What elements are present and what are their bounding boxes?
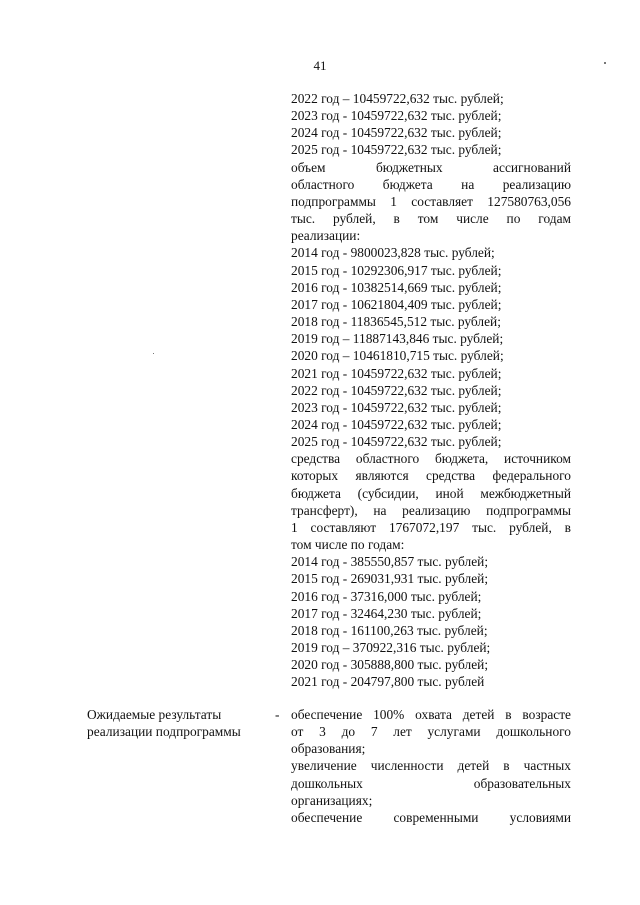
budget-block-1 bbox=[291, 90, 571, 159]
label-line: Ожидаемые результаты bbox=[87, 707, 222, 722]
result-line: дошкольных образовательных bbox=[291, 775, 571, 791]
result-item bbox=[291, 757, 571, 808]
budget-line: 2025 год - 10459722,632 тыс. рублей; bbox=[291, 142, 502, 158]
label-line: реализации подпрограммы bbox=[87, 724, 241, 740]
regional-budget-intro bbox=[291, 159, 571, 245]
budget-line: 2021 год - 204797,800 тыс. рублей bbox=[291, 674, 485, 690]
intro-line: подпрограммы 1 составляет 127580763,056 bbox=[291, 193, 571, 209]
budget-line: 2019 год – 11887143,846 тыс. рублей; bbox=[291, 331, 504, 347]
result-line: обеспечение современными условиями bbox=[291, 809, 571, 825]
intro-line: бюджета (субсидии, иной межбюджетный bbox=[291, 485, 571, 501]
budget-line: 2018 год - 161100,263 тыс. рублей; bbox=[291, 622, 488, 638]
budget-line: 2018 год - 11836545,512 тыс. рублей; bbox=[291, 314, 501, 330]
intro-line: объем бюджетных ассигнований bbox=[291, 159, 571, 175]
budget-line: 2015 год - 269031,931 тыс. рублей; bbox=[291, 571, 489, 587]
budget-line: 2014 год - 9800023,828 тыс. рублей; bbox=[291, 245, 495, 261]
result-line: увеличение численности детей в частных bbox=[291, 758, 571, 774]
budget-line: 2014 год - 385550,857 тыс. рублей; bbox=[291, 554, 489, 570]
result-line: обеспечение 100% охвата детей в возрасте bbox=[291, 707, 571, 722]
budget-line: 2022 год - 10459722,632 тыс. рублей; bbox=[291, 382, 502, 398]
budget-line: 2016 год - 10382514,669 тыс. рублей; bbox=[291, 279, 502, 295]
budget-line: 2022 год – 10459722,632 тыс. рублей; bbox=[291, 91, 504, 106]
intro-line: том числе по годам: bbox=[291, 537, 405, 553]
budget-line: 2020 год - 305888,800 тыс. рублей; bbox=[291, 657, 489, 673]
budget-line: 2024 год - 10459722,632 тыс. рублей; bbox=[291, 416, 502, 432]
budget-line: 2023 год - 10459722,632 тыс. рублей; bbox=[291, 399, 502, 415]
expected-results-list bbox=[291, 706, 571, 826]
budget-line: 2020 год – 10461810,715 тыс. рублей; bbox=[291, 348, 504, 364]
page-number: 41 bbox=[313, 58, 327, 73]
budget-line: 2023 год - 10459722,632 тыс. рублей; bbox=[291, 108, 502, 124]
result-line: образования; bbox=[291, 741, 366, 757]
scan-speck bbox=[604, 62, 606, 64]
budget-line: 2017 год - 10621804,409 тыс. рублей; bbox=[291, 296, 502, 312]
intro-line: которых являются средства федерального bbox=[291, 468, 571, 484]
intro-line: трансферт), на реализацию подпрограммы bbox=[291, 502, 571, 518]
row-dash: - bbox=[275, 707, 280, 722]
budget-line: 2025 год - 10459722,632 тыс. рублей; bbox=[291, 434, 502, 450]
budget-block-2 bbox=[291, 244, 571, 450]
budget-line: 2015 год - 10292306,917 тыс. рублей; bbox=[291, 262, 502, 278]
intro-line: реализации: bbox=[291, 228, 361, 244]
result-item bbox=[291, 706, 571, 757]
intro-line: 1 составляют 1767072,197 тыс. рублей, в bbox=[291, 519, 571, 535]
financing-column bbox=[291, 90, 571, 690]
budget-block-3 bbox=[291, 553, 571, 690]
result-line: организациях; bbox=[291, 792, 373, 808]
result-line: от 3 до 7 лет услугами дошкольного bbox=[291, 724, 571, 740]
expected-results-label bbox=[87, 706, 267, 740]
intro-line: средства областного бюджета, источником bbox=[291, 451, 571, 467]
budget-line: 2017 год - 32464,230 тыс. рублей; bbox=[291, 605, 482, 621]
budget-line: 2021 год - 10459722,632 тыс. рублей; bbox=[291, 365, 502, 381]
intro-line: тыс. рублей, в том числе по годам bbox=[291, 211, 571, 227]
federal-funds-intro bbox=[291, 450, 571, 553]
scan-speck bbox=[153, 353, 154, 354]
result-item bbox=[291, 809, 571, 826]
budget-line: 2019 год – 370922,316 тыс. рублей; bbox=[291, 640, 491, 655]
budget-line: 2016 год - 37316,000 тыс. рублей; bbox=[291, 588, 482, 604]
budget-line: 2024 год - 10459722,632 тыс. рублей; bbox=[291, 125, 502, 141]
intro-line: областного бюджета на реализацию bbox=[291, 176, 571, 192]
